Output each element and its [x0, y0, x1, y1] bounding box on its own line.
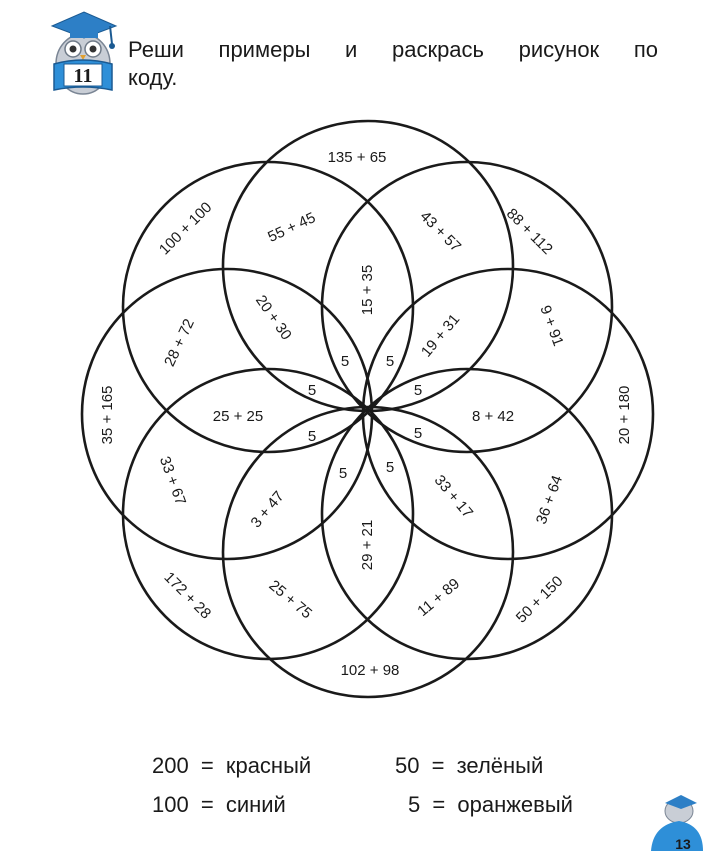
- expr-top-right: 88 + 112: [502, 205, 556, 259]
- expr-right: 20 + 180: [615, 385, 633, 445]
- legend-value: 200: [152, 753, 189, 778]
- legend-color-word: синий: [225, 792, 286, 817]
- expr-petal-outer: 55 + 45: [265, 209, 319, 246]
- task-instruction-line2: коду.: [128, 65, 178, 90]
- expr-petal-inner: 15 + 35: [358, 264, 376, 316]
- expr-petal-inner: 29 + 21: [358, 519, 376, 571]
- expr-center: 5: [413, 424, 423, 442]
- legend-value: 50: [395, 753, 420, 778]
- legend-value: 100: [152, 792, 189, 817]
- expr-petal-outer: 28 + 72: [161, 316, 198, 370]
- legend-green: [395, 753, 543, 779]
- instruction-word: примеры: [218, 37, 311, 62]
- expr-petal-inner: 33 + 17: [430, 471, 477, 522]
- legend-orange: [408, 792, 573, 818]
- legend-color-word: зелёный: [456, 753, 544, 778]
- legend-red: [152, 753, 311, 779]
- instruction-word: и: [345, 37, 358, 62]
- legend-color-word: красный: [225, 753, 312, 778]
- instruction-word: по: [633, 37, 658, 62]
- expr-bottom-left: 172 + 28: [160, 568, 215, 623]
- page-number: 13: [675, 836, 691, 851]
- legend-color-word: оранжевый: [457, 792, 573, 817]
- expr-petal-outer: 33 + 67: [155, 454, 190, 508]
- legend-blue: [152, 792, 286, 818]
- expr-petal-inner: 19 + 31: [417, 310, 464, 361]
- expr-petal-inner: 3 + 47: [247, 488, 288, 532]
- corner-owl-icon: [643, 781, 703, 851]
- expr-center: 5: [385, 458, 395, 476]
- expr-center: 5: [338, 464, 348, 482]
- expr-center: 5: [385, 352, 395, 370]
- expr-center: 5: [340, 352, 350, 370]
- legend-equals: =: [200, 753, 214, 778]
- expr-petal-outer: 11 + 89: [414, 575, 464, 620]
- expr-center: 5: [307, 381, 317, 399]
- expr-petal-inner: 8 + 42: [471, 407, 515, 425]
- expr-petal-outer: 25 + 75: [265, 576, 316, 623]
- instruction-word: Реши: [128, 37, 184, 62]
- instruction-word: рисунок: [518, 37, 600, 62]
- expr-left: 35 + 165: [98, 385, 116, 445]
- instruction-word: раскрась: [391, 37, 484, 62]
- expr-petal-inner: 20 + 30: [251, 292, 295, 344]
- expr-bottom: 102 + 98: [340, 661, 400, 679]
- expr-petal-outer: 9 + 91: [536, 303, 567, 349]
- expr-top-left: 100 + 100: [155, 198, 216, 259]
- legend-value: 5: [408, 792, 421, 817]
- task-number: 11: [73, 65, 93, 87]
- expr-petal-outer: 43 + 57: [416, 207, 465, 256]
- expr-petal-outer: 36 + 64: [532, 473, 567, 527]
- legend-equals: =: [200, 792, 214, 817]
- legend-equals: =: [432, 792, 446, 817]
- expr-center: 5: [413, 381, 423, 399]
- expr-bottom-right: 50 + 150: [512, 572, 567, 627]
- expr-center: 5: [307, 427, 317, 445]
- expr-petal-inner: 25 + 25: [212, 407, 264, 425]
- legend-equals: =: [431, 753, 445, 778]
- expr-top: 135 + 65: [327, 148, 387, 166]
